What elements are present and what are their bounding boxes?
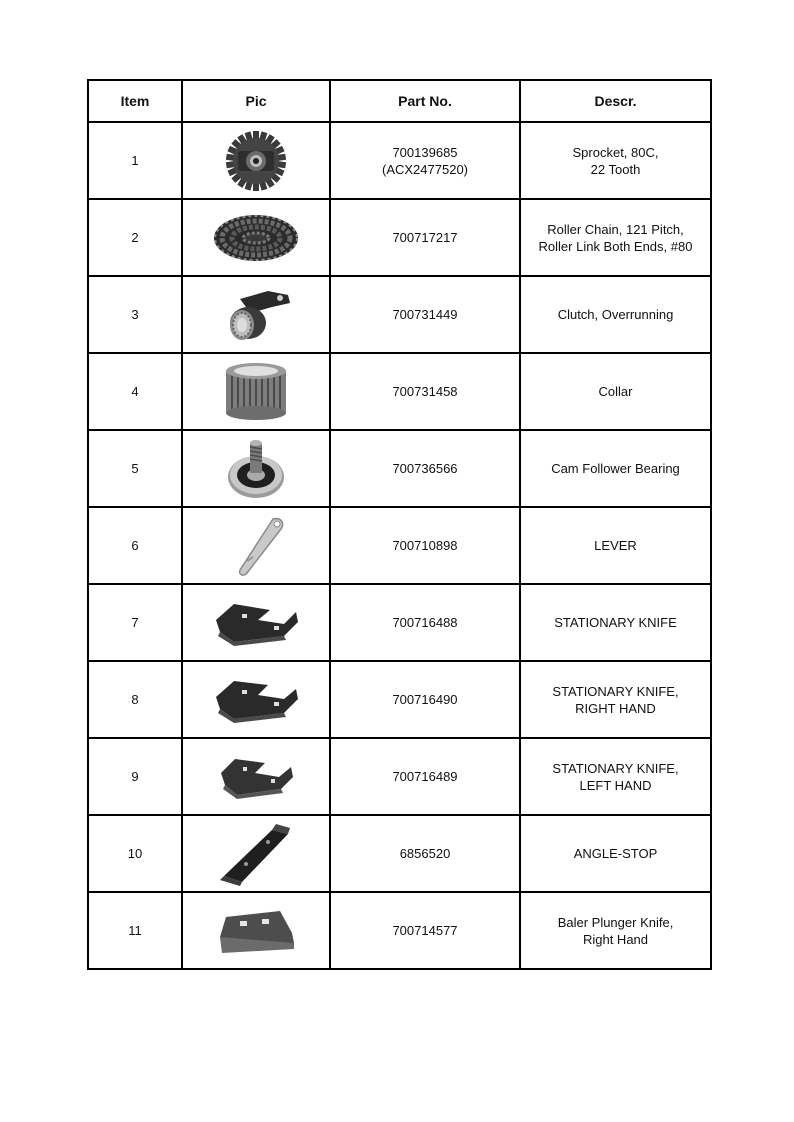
pic-cell xyxy=(182,276,330,353)
pic-cell xyxy=(182,430,330,507)
item-cell: 7 xyxy=(88,584,182,661)
header-row xyxy=(88,80,711,122)
item-cell: 10 xyxy=(88,815,182,892)
descr-cell: Roller Chain, 121 Pitch, Roller Link Both Ends, #80 xyxy=(520,199,711,276)
clutch-icon xyxy=(218,285,294,345)
part-no-cell: 700710898 xyxy=(330,507,520,584)
table-row xyxy=(88,122,711,199)
header-descr: Descr. xyxy=(520,80,711,122)
pic-cell xyxy=(182,738,330,815)
part-no-cell: 700717217 xyxy=(330,199,520,276)
part-no-cell: 700716490 xyxy=(330,661,520,738)
pic-cell xyxy=(182,892,330,969)
part-no-cell: 700736566 xyxy=(330,430,520,507)
table-row xyxy=(88,738,711,815)
stationary-knife-icon xyxy=(212,675,300,725)
collar-icon xyxy=(220,361,292,423)
table-row xyxy=(88,276,711,353)
roller-chain-icon xyxy=(211,211,301,265)
pic-cell xyxy=(182,507,330,584)
descr-cell: Clutch, Overrunning xyxy=(520,276,711,353)
table-row xyxy=(88,430,711,507)
angle-stop-icon xyxy=(216,822,296,886)
header-part-no: Part No. xyxy=(330,80,520,122)
descr-cell: STATIONARY KNIFE xyxy=(520,584,711,661)
table-row xyxy=(88,892,711,969)
table-row xyxy=(88,507,711,584)
table-row xyxy=(88,199,711,276)
part-no-cell: 700714577 xyxy=(330,892,520,969)
part-no-cell: 700731449 xyxy=(330,276,520,353)
item-cell: 1 xyxy=(88,122,182,199)
bearing-icon xyxy=(223,437,289,501)
descr-cell: Collar xyxy=(520,353,711,430)
parts-table xyxy=(87,79,712,970)
pic-cell xyxy=(182,584,330,661)
part-no-cell: 6856520 xyxy=(330,815,520,892)
descr-cell: Cam Follower Bearing xyxy=(520,430,711,507)
item-cell: 3 xyxy=(88,276,182,353)
pic-cell xyxy=(182,353,330,430)
table-row xyxy=(88,661,711,738)
part-no-cell: 700731458 xyxy=(330,353,520,430)
pic-cell xyxy=(182,122,330,199)
descr-cell: LEVER xyxy=(520,507,711,584)
header-item: Item xyxy=(88,80,182,122)
item-cell: 2 xyxy=(88,199,182,276)
item-cell: 5 xyxy=(88,430,182,507)
descr-cell: STATIONARY KNIFE, RIGHT HAND xyxy=(520,661,711,738)
pic-cell xyxy=(182,661,330,738)
table-row xyxy=(88,353,711,430)
part-no-cell: 700139685 (ACX2477520) xyxy=(330,122,520,199)
item-cell: 9 xyxy=(88,738,182,815)
table-row xyxy=(88,584,711,661)
item-cell: 6 xyxy=(88,507,182,584)
descr-cell: Baler Plunger Knife, Right Hand xyxy=(520,892,711,969)
stationary-knife-icon xyxy=(215,753,297,801)
pic-cell xyxy=(182,815,330,892)
descr-cell: Sprocket, 80C, 22 Tooth xyxy=(520,122,711,199)
table-row xyxy=(88,815,711,892)
part-no-cell: 700716488 xyxy=(330,584,520,661)
pic-cell xyxy=(182,199,330,276)
item-cell: 4 xyxy=(88,353,182,430)
item-cell: 11 xyxy=(88,892,182,969)
header-pic: Pic xyxy=(182,80,330,122)
stationary-knife-icon xyxy=(212,598,300,648)
plunger-knife-icon xyxy=(214,907,298,955)
part-no-cell: 700716489 xyxy=(330,738,520,815)
item-cell: 8 xyxy=(88,661,182,738)
lever-icon xyxy=(223,513,289,579)
sprocket-icon xyxy=(221,129,291,193)
descr-cell: STATIONARY KNIFE, LEFT HAND xyxy=(520,738,711,815)
descr-cell: ANGLE-STOP xyxy=(520,815,711,892)
